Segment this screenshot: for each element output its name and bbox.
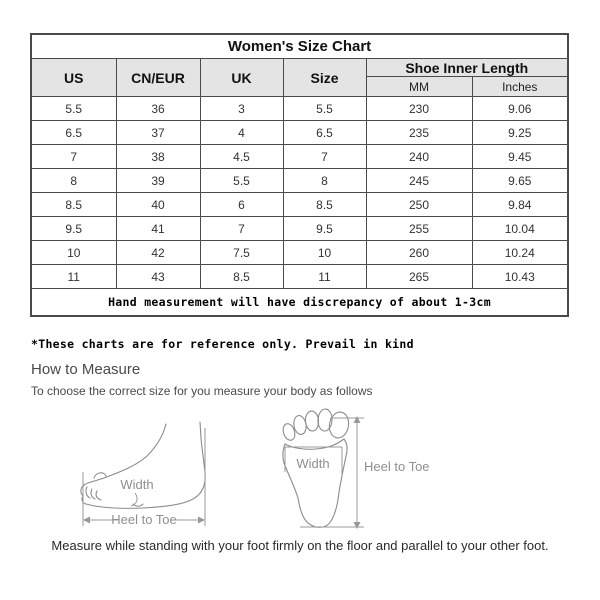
table-cell: 265 — [366, 265, 472, 289]
how-to-measure-subtitle: To choose the correct size for you measure your body as follows — [31, 384, 373, 398]
table-cell: 240 — [366, 145, 472, 169]
arrow-down-icon — [354, 522, 361, 529]
arrow-up-icon — [354, 416, 361, 423]
table-cell: 6 — [200, 193, 283, 217]
table-cell: 9.45 — [472, 145, 568, 169]
foot-side-outline-icon — [81, 422, 205, 508]
table-row — [31, 97, 568, 121]
table-row — [31, 265, 568, 289]
bottom-heel-to-toe-label: Heel to Toe — [364, 459, 430, 474]
table-cell: 7.5 — [200, 241, 283, 265]
measure-instruction-caption: Measure while standing with your foot firmly on the floor and parallel to your other foot. — [51, 538, 549, 553]
table-cell: 40 — [116, 193, 200, 217]
side-width-label: Width — [120, 477, 154, 492]
size-chart-table-wrap — [30, 33, 567, 317]
table-cell: 4.5 — [200, 145, 283, 169]
table-cell: 42 — [116, 241, 200, 265]
table-cell: 8 — [31, 169, 116, 193]
table-cell: 43 — [116, 265, 200, 289]
foot-bottom-view-diagram — [278, 408, 438, 534]
table-cell: 8.5 — [283, 193, 366, 217]
table-cell: 7 — [31, 145, 116, 169]
table-cell: 7 — [200, 217, 283, 241]
width-measure — [285, 447, 342, 474]
size-table-body — [31, 97, 568, 289]
table-cell: 41 — [116, 217, 200, 241]
table-cell: 230 — [366, 97, 472, 121]
heel-to-toe-measure — [300, 416, 430, 529]
table-cell: 7 — [283, 145, 366, 169]
table-cell: 235 — [366, 121, 472, 145]
bottom-width-label: Width — [296, 456, 330, 471]
table-cell: 245 — [366, 169, 472, 193]
table-header-row — [31, 59, 568, 77]
table-cell: 9.84 — [472, 193, 568, 217]
table-cell: 250 — [366, 193, 472, 217]
header-us: US — [31, 59, 116, 97]
table-row — [31, 121, 568, 145]
how-to-measure-title: How to Measure — [31, 361, 141, 378]
table-cell: 5.5 — [31, 97, 116, 121]
table-cell: 10 — [31, 241, 116, 265]
table-cell: 5.5 — [283, 97, 366, 121]
header-mm: MM — [366, 77, 472, 97]
table-note: Hand measurement will have discrepancy of about 1-3cm — [31, 289, 568, 317]
table-row — [31, 193, 568, 217]
arrow-left-icon — [83, 517, 90, 524]
table-cell: 8 — [283, 169, 366, 193]
size-chart-table — [30, 33, 569, 317]
table-cell: 6.5 — [31, 121, 116, 145]
table-cell: 8.5 — [31, 193, 116, 217]
header-uk: UK — [200, 59, 283, 97]
table-cell: 10.24 — [472, 241, 568, 265]
table-cell: 10 — [283, 241, 366, 265]
table-cell: 11 — [283, 265, 366, 289]
header-shoe-inner-length: Shoe Inner Length — [366, 59, 568, 77]
header-inches: Inches — [472, 77, 568, 97]
table-cell: 255 — [366, 217, 472, 241]
table-cell: 4 — [200, 121, 283, 145]
table-cell: 9.5 — [31, 217, 116, 241]
table-cell: 9.25 — [472, 121, 568, 145]
table-row — [31, 241, 568, 265]
table-cell: 5.5 — [200, 169, 283, 193]
header-size: Size — [283, 59, 366, 97]
table-title: Women's Size Chart — [31, 34, 568, 59]
table-cell: 9.65 — [472, 169, 568, 193]
width-measure — [120, 477, 153, 506]
table-cell: 260 — [366, 241, 472, 265]
header-cn-eur: CN/EUR — [116, 59, 200, 97]
table-cell: 10.04 — [472, 217, 568, 241]
table-title-row — [31, 34, 568, 59]
foot-side-view-diagram — [78, 408, 210, 534]
table-cell: 36 — [116, 97, 200, 121]
arrow-right-icon — [198, 517, 205, 524]
table-row — [31, 169, 568, 193]
table-cell: 9.06 — [472, 97, 568, 121]
table-cell: 39 — [116, 169, 200, 193]
table-cell: 10.43 — [472, 265, 568, 289]
table-cell: 6.5 — [283, 121, 366, 145]
table-cell: 8.5 — [200, 265, 283, 289]
table-row — [31, 217, 568, 241]
table-row — [31, 145, 568, 169]
side-heel-to-toe-label: Heel to Toe — [111, 512, 177, 527]
disclaimer-text: *These charts are for reference only. Prevail in kind — [31, 337, 414, 351]
table-cell: 9.5 — [283, 217, 366, 241]
table-note-row — [31, 289, 568, 317]
table-cell: 3 — [200, 97, 283, 121]
table-cell: 38 — [116, 145, 200, 169]
table-cell: 11 — [31, 265, 116, 289]
table-cell: 37 — [116, 121, 200, 145]
